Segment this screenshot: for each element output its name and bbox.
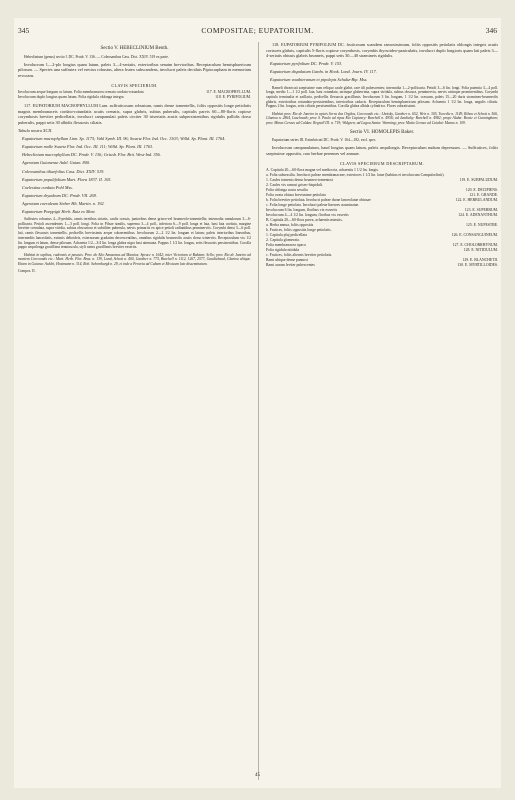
right-column [266,42,498,271]
key-species: 125. E. NUPESTRE. [466,223,498,228]
habitat-note: Habitat prov. Rio de Janeiro in apicis Serra dos Orgãos, Corcovado etc.: Lhotsky, Gardner n. 652, Weir n. 305, Tweedie n. 1149, Riban et Schott n. 566, Glaziou n. 2864, Luschnath; prov. S. Paulo ad ripas Rio Capivary: Burchell n. 4956; ad Jundiahy: Burchell n. 4982; prope Alaba: Bowie et Cunningham; prov. Minas Geraes ad Caldas: Regnell III. n. 719; Widgren; ad Lagoa Santa: Warming; prov. Matto Grosso ad Cuiabá: Manso n. 109. [266,111,498,125]
key-text: A. Capitula 20—60-flora magna vel mediocria, achaeniis 1 1/2 lin. longis. [266,168,379,173]
synonym: Eupatorium pyrifolium DC. Prodr. V. 153. [270,61,343,67]
plate-reference: Tabula nostra XCII. [18,128,53,134]
key-species: 118. E. PYRIFOLIUM. [215,95,251,100]
key-text: B. Capitula 20—60-flora parva, achaeniis minutis. [266,218,343,223]
key-text: 1. Caules tomento denso brunneo-tomentosi [266,178,333,183]
section-title: Sectio V. HEBECLINIUM Benth. [100,46,169,51]
key-text: Folia membranacea opaca [266,243,306,248]
habitat-note: Habitat in sepibus, ruderatis et pascuis. Prov. do Alto Amazonas ad Manáos: Spruce n. 1642; inter Victoriam et Bahiam: Sello; prov. Rio de Janeiro ad montem Corcovado etc.: Mart. Herb. Flor. Bras. n. 139, Lund, Schott n. 400, Gardner n. 775, Burchell n. 1112, 1267, 2577, Gaudichaud, Glaziou aliique. Etiam in Guiana: Aublet, Hostmann n. 314, Rob. Schomburgk n. 29, et inde a Peruvia ad Cubam et Mexicum late disseminatum. [18,252,251,266]
species-key [266,168,498,268]
key-text: Rami aurum leviter pubescentes [266,263,315,268]
key-species: 129. E. BLANCHETII. [462,258,498,263]
key-title: CLAVIS SPECIERUM. [111,82,158,88]
synonym: Ageratum coeruleum Sieber Hb. Martin. n. 192. [22,200,105,206]
section-intro: Hebeclinium (genus) sectio I. DC. Prodr. V. 136. — Coleosanthus Cass. Dict. XXIV. 519 ex parte. [24,54,169,59]
key-species: 119. E. SUBPALUDUM. [459,178,498,183]
key-line [18,95,251,100]
section-description: Involucrum 1—2-plo longius quam latum, paleis 3—4-seriatis, exterioribus senaim brevioribus. Receptaculum hemisphaericum pilosum. — Species una suffrutex vel erectus robustus, altera frutex subscandens, involucri paleis deciduis Piptocarpham in memoriam revocans. [18,61,251,78]
key-species: 130. E. MYRTILLOIDES. [457,263,498,268]
key-text: c. Folia longe petiolata. Involucri paleae lineares acuminatae. [266,203,360,208]
key-text: Involucrum aeque longum ac latum. Folia membranacea crenata cordato-rotundata [18,90,144,95]
key-text: 2. Caules vix ramosi griseo-hispiduli. [266,183,323,188]
synonym: Eupatorium Poeppigii Herb. Ruiz ex Mart. [22,208,96,214]
synonym-list [18,136,251,214]
key-species: 127. E. CHOLORRHYNUM. [452,243,498,248]
species-key [18,90,251,100]
section-description: Involucrum campanulatum, haud longius quam latum, paleis aequilongis. Receptaculum nudum depressum. — Suffrutices, foliis saepissime oppositis, raro herbae perennes vel annuae. [266,145,498,157]
key-text: 2. Capitula glomerata. [266,238,300,243]
signature-mark: Compos. II. [18,269,36,274]
key-species: 121. E. GRANDE. [469,193,498,198]
key-species: 123. E. SUPERBUM. [464,208,498,213]
key-species: 120. E. DECIPIENS. [465,188,498,193]
left-column [18,42,251,276]
page-number-right: 346 [485,26,497,35]
synonym: Ageratum Guianense Aubl. Guian. 800. [22,160,91,166]
key-text: 1. Capitula pluj pedicellata [266,233,307,238]
synonym: Hebeclinium macrophyllum DC. Prodr. V. 136; Grisob. Flor. Brit. West-Ind. 356. [22,152,161,158]
species-description: Suffrutex robustus 4—8-pedalis, ramis teretibus striatis, caulis crassis, junioribus dense griseo-vel brunneolo-tomentellis; internodia ramulorum 3—6-pollicaria. Petioli ascendentes 1—3 poll. longi. Folia in Pilsae similis, suprema 3—4 poll., inferiora 6—9 poll. longa et lata, basi lata cordata, margine breviter crenulata, supra viridia, subtus obscuriora et subtiliter puberula, nervis primariis ex apice petioli radiantibus penninerviis. Corymbi densi 3—6 poll. lati, ramis flexuosis tomentellis, pedicellis brevissimis aeque cohaerentibus. Involucrum 2—2 1/2 lin. longum et latum; paleis interioribus linearibus, intermediis lanceolatis, extimis deltoideis, externorum gradatim decrescentibus, omnibus rigidulis brunneolis acutis dorso trinerviis. Receptaculum vix 1/2 lin. longum et latum, dense pilosum. Achaenia 1/2—3/4 lin. longa glabra nigra basi attenuata. Pappus 1 1/2 lin. longus, setis flexuosis persistentibus. Corolla pappo aequilonga gracillima tenuiuscula, styli ramis gracillimis breviter exsertis. [18,217,251,250]
page-number-left: 345 [18,26,30,35]
synonym: Eupatorium macrophyllum Linn. Sp. 1175; Vahl Symb. III. 96; Swartz Flor. Ind. Occ. 1303; Willd. Sp. Plant. III. 1764. [22,136,226,142]
section-title: Sectio VI. HOMOLEPIS Baker. [349,129,415,135]
key-text: Involucrum duplo longius quam latum. Folia rigidula oblonga integra [18,95,124,100]
column-divider [258,42,259,780]
key-title: CLAVIS SPECIERUM DESCRIPTARUM. [339,160,425,166]
key-text: Rami ubique dense pannosi [266,258,308,263]
key-line [266,263,498,268]
key-text: Involucrum 6 lin. longum, floribus vix exsertis [266,208,338,213]
key-species: 117. E. MACROPHYLLUM. [206,90,251,95]
key-text: Folia rigidula nitidula [266,248,300,253]
synonym: Eupatorium dryadeum DC. Prodr. VII. 269. [22,192,97,198]
key-species: 128. E. NITIDULUM. [463,248,498,253]
key-text: Folia oblonga acuta sessilia [266,188,308,193]
key-text: a. Herba annua, foliis oppositis [266,223,314,228]
synonym: Coleosanthus tiliaefolius Cass. Dict. XXIV. 519. [22,168,105,174]
key-species: 126. E. CONSANGUINEUM. [451,233,498,238]
synonym: Eupatorium populifolium Mart. Flora 1837. II. 105. [22,176,112,182]
key-text: a. Folia subsessilia. Involucri paleae membranaceae, exteriores 1 1/2 lin. latae (habitus et involucrum Campuloclinii). [266,173,445,178]
key-text: c. Frutices, foliis alternis breviter petiolatis. [266,253,333,258]
species-heading: 117. EUPATORIUM MACROPHYLLUM Lam. suffruticosum robustum, ramis dense tomentellis, foliis oppositis longe petiolatis magnis membranaceis cordato-rotundatis acutis crenatis, supra glabris, subtus puberulis, capitulis parvis 60—80-floris copiose corymbosis breviter pedicellatis, involucri campanulati paleis circiter 30 triseriatis acutis subpersistentibus rigidulis pallidis dorso puberulis, pappi setis 30 albidis flexuosis ciliatis. [18,103,251,125]
synonym: Eupatorium vauthieranum et pipolepis Schultz-Bip. Mss. [270,77,368,83]
species-description: Rameli divaricati saepissime cum reliquo caule glabri, rare tili pubescentes; internodia 1—2-pollicaria. Petioli 3—6 lin. longi. Folia patentia 3—4 poll. longa, medio 1—1 1/2 poll. lata, basi rotundata, utrinque glaberrima, supra viridula, subtus obscura, penninervia, nervis utrinque prominentibus. Corymbi capitula terminalia et axillaria, pedicellis flexuosis gracillimis. Involucrum 3 lin. longum, 1 1/2 lin. crassum, paleis 15—20 duris stramineo-brunneolis glabris, exterioribus rotundato-persistentibus, interioribus caducis. Receptaculum hemisphaericum pilosum. Achaenia 1 1/2 lin. longa, angulis ciliatis. Pappus 2 lin. longus, setis ciliatis persistentibus. Corolla glabra albida cylindrica. Flores odoratissimi. [266,85,498,109]
key-text: Involucrum 4—4 1/2 lin. longum, floribus vix exsertis [266,213,349,218]
running-title: COMPOSITAE; EUPATORIUM. [201,26,314,35]
species-heading: 118. EUPATORIUM PYRIFOLIUM DC. fruticosum scandens ramosissimum, foliis oppositis petiolatis oblongis integris acutis coriaceis glabris, capitulis 5-floris copiose corymbosis, corymbis thyrsoideo-paniculatis, involucri duplo longioris quam lati paleis 3—4-seriatis obtusis glabris brunneis, pappi setis 30—40 stramineis rigidulis. [266,42,498,59]
section-intro: Eupatorium series III. Eximbricati DC. Prodr. V. 164—182, excl. spec. [272,138,377,143]
synonym: Coelestina cordata Pohl Mss. [22,184,73,190]
key-text: Folia ovata obtusa breviusime petiolata [266,193,326,198]
book-page [14,18,501,788]
synonym: Eupatorium molle Swartz Flor. Ind. Occ. III. 111; Willd. Sp. Plant. III. 1763. [22,144,154,150]
folio-number: 45 [255,773,260,778]
synonym-list [266,61,498,83]
key-species: 122. E. HERBULANDUM. [455,198,498,203]
key-text: b. Folia breviter petiolata. Involucri paleae durae lanceolatae obtusae [266,198,371,203]
key-text: b. Frutices, foliis oppositis longe petiolatis. [266,228,332,233]
key-species: 124. E. ADENANTHUM. [458,213,498,218]
synonym: Eupatorium dispalatum Gardn. in Hook. Lond. Journ. IV. 117. [270,69,377,75]
running-header [18,26,497,38]
